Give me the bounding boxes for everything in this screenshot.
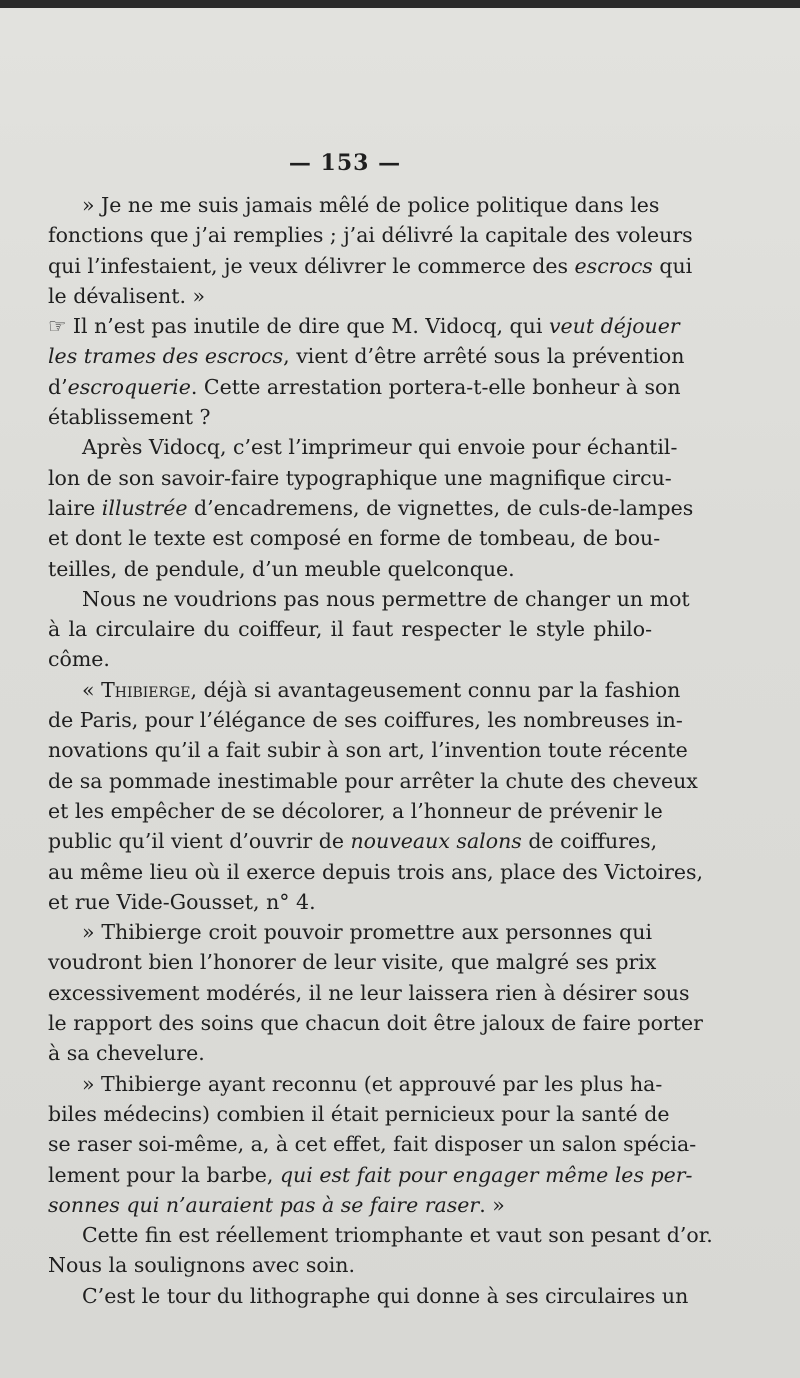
text-line: et dont le texte est composé en forme de tombeau, de bou- [48, 526, 661, 551]
text-line: de sa pommade inestimable pour arrêter la chute des cheveux [48, 768, 698, 793]
text-line: et rue Vide-Gousset, n° 4. [48, 889, 316, 914]
text-line: le dévalisent. » [48, 283, 206, 308]
text-line: côme. [48, 647, 110, 672]
text-line: teilles, de pendule, d’un meuble quelconque. [48, 556, 515, 581]
text-line: biles médecins) combien il était pernicieux pour la santé de [48, 1101, 670, 1126]
text-line: sonnes qui n’auraient pas à se faire raser. » [48, 1192, 505, 1217]
text-line: Après Vidocq, c’est l’imprimeur qui envoie pour échantil- [82, 435, 678, 460]
text-line: laire illustrée d’encadremens, de vignettes, de culs-de-lampes [48, 495, 694, 520]
text-line: établissement ? [48, 405, 211, 430]
text-line: à sa chevelure. [48, 1041, 205, 1066]
text-line: fonctions que j’ai remplies ; j’ai délivré la capitale des voleurs [48, 223, 693, 248]
text-line: le rapport des soins que chacun doit être jaloux de faire porter [48, 1011, 703, 1036]
text-line: d’escroquerie. Cette arrestation portera-t-elle bonheur à son [48, 374, 681, 399]
text-line: Nous la soulignons avec soin. [48, 1253, 355, 1278]
text-line: se raser soi-même, a, à cet effet, fait disposer un salon spécia- [48, 1132, 697, 1157]
text-line: de Paris, pour l’élégance de ses coiffures, les nombreuses in- [48, 708, 683, 733]
text-line: ☞ Il n’est pas inutile de dire que M. Vidocq, qui veut déjouer [48, 314, 680, 339]
text-line: » Thibierge croit pouvoir promettre aux personnes qui [82, 920, 652, 945]
text-line: » Thibierge ayant reconnu (et approuvé par les plus ha- [82, 1071, 663, 1096]
page-top-edge [0, 0, 800, 8]
text-line: à la circulaire du coiffeur, il faut respecter le style philo- [48, 617, 652, 642]
text-line: excessivement modérés, il ne leur laissera rien à désirer sous [48, 980, 690, 1005]
text-line: C’est le tour du lithographe qui donne à ses circulaires un [82, 1283, 689, 1308]
text-line: » Je ne me suis jamais mêlé de police politique dans les [82, 193, 660, 217]
text-line: public qu’il vient d’ouvrir de nouveaux salons de coiffures, [48, 829, 658, 854]
text-line: lement pour la barbe, qui est fait pour engager même les per- [48, 1162, 693, 1187]
page-number: — 153 — [288, 150, 402, 176]
text-line: lon de son savoir-faire typographique une magnifique circu- [48, 465, 672, 490]
text-line: novations qu’il a fait subir à son art, l’invention toute récente [48, 738, 688, 763]
text-line: au même lieu où il exerce depuis trois ans, place des Victoires, [48, 859, 704, 884]
text-line: Nous ne voudrions pas nous permettre de changer un mot [82, 586, 690, 611]
text-line: et les empêcher de se décolorer, a l’honneur de prévenir le [48, 798, 663, 823]
body-text [48, 190, 713, 1311]
text-line: qui l’infestaient, je veux délivrer le commerce des escrocs [48, 253, 653, 278]
text-line: voudront bien l’honorer de leur visite, que malgré ses prix [48, 950, 657, 975]
text-line: « Thibierge, déjà si avantageusement connu par la fashion [82, 677, 681, 702]
text-line: les trames des escrocs, vient d’être arrêté sous la prévention [48, 344, 685, 369]
text-line: Cette fin est réellement triomphante et vaut son pesant d’or. [82, 1223, 713, 1248]
